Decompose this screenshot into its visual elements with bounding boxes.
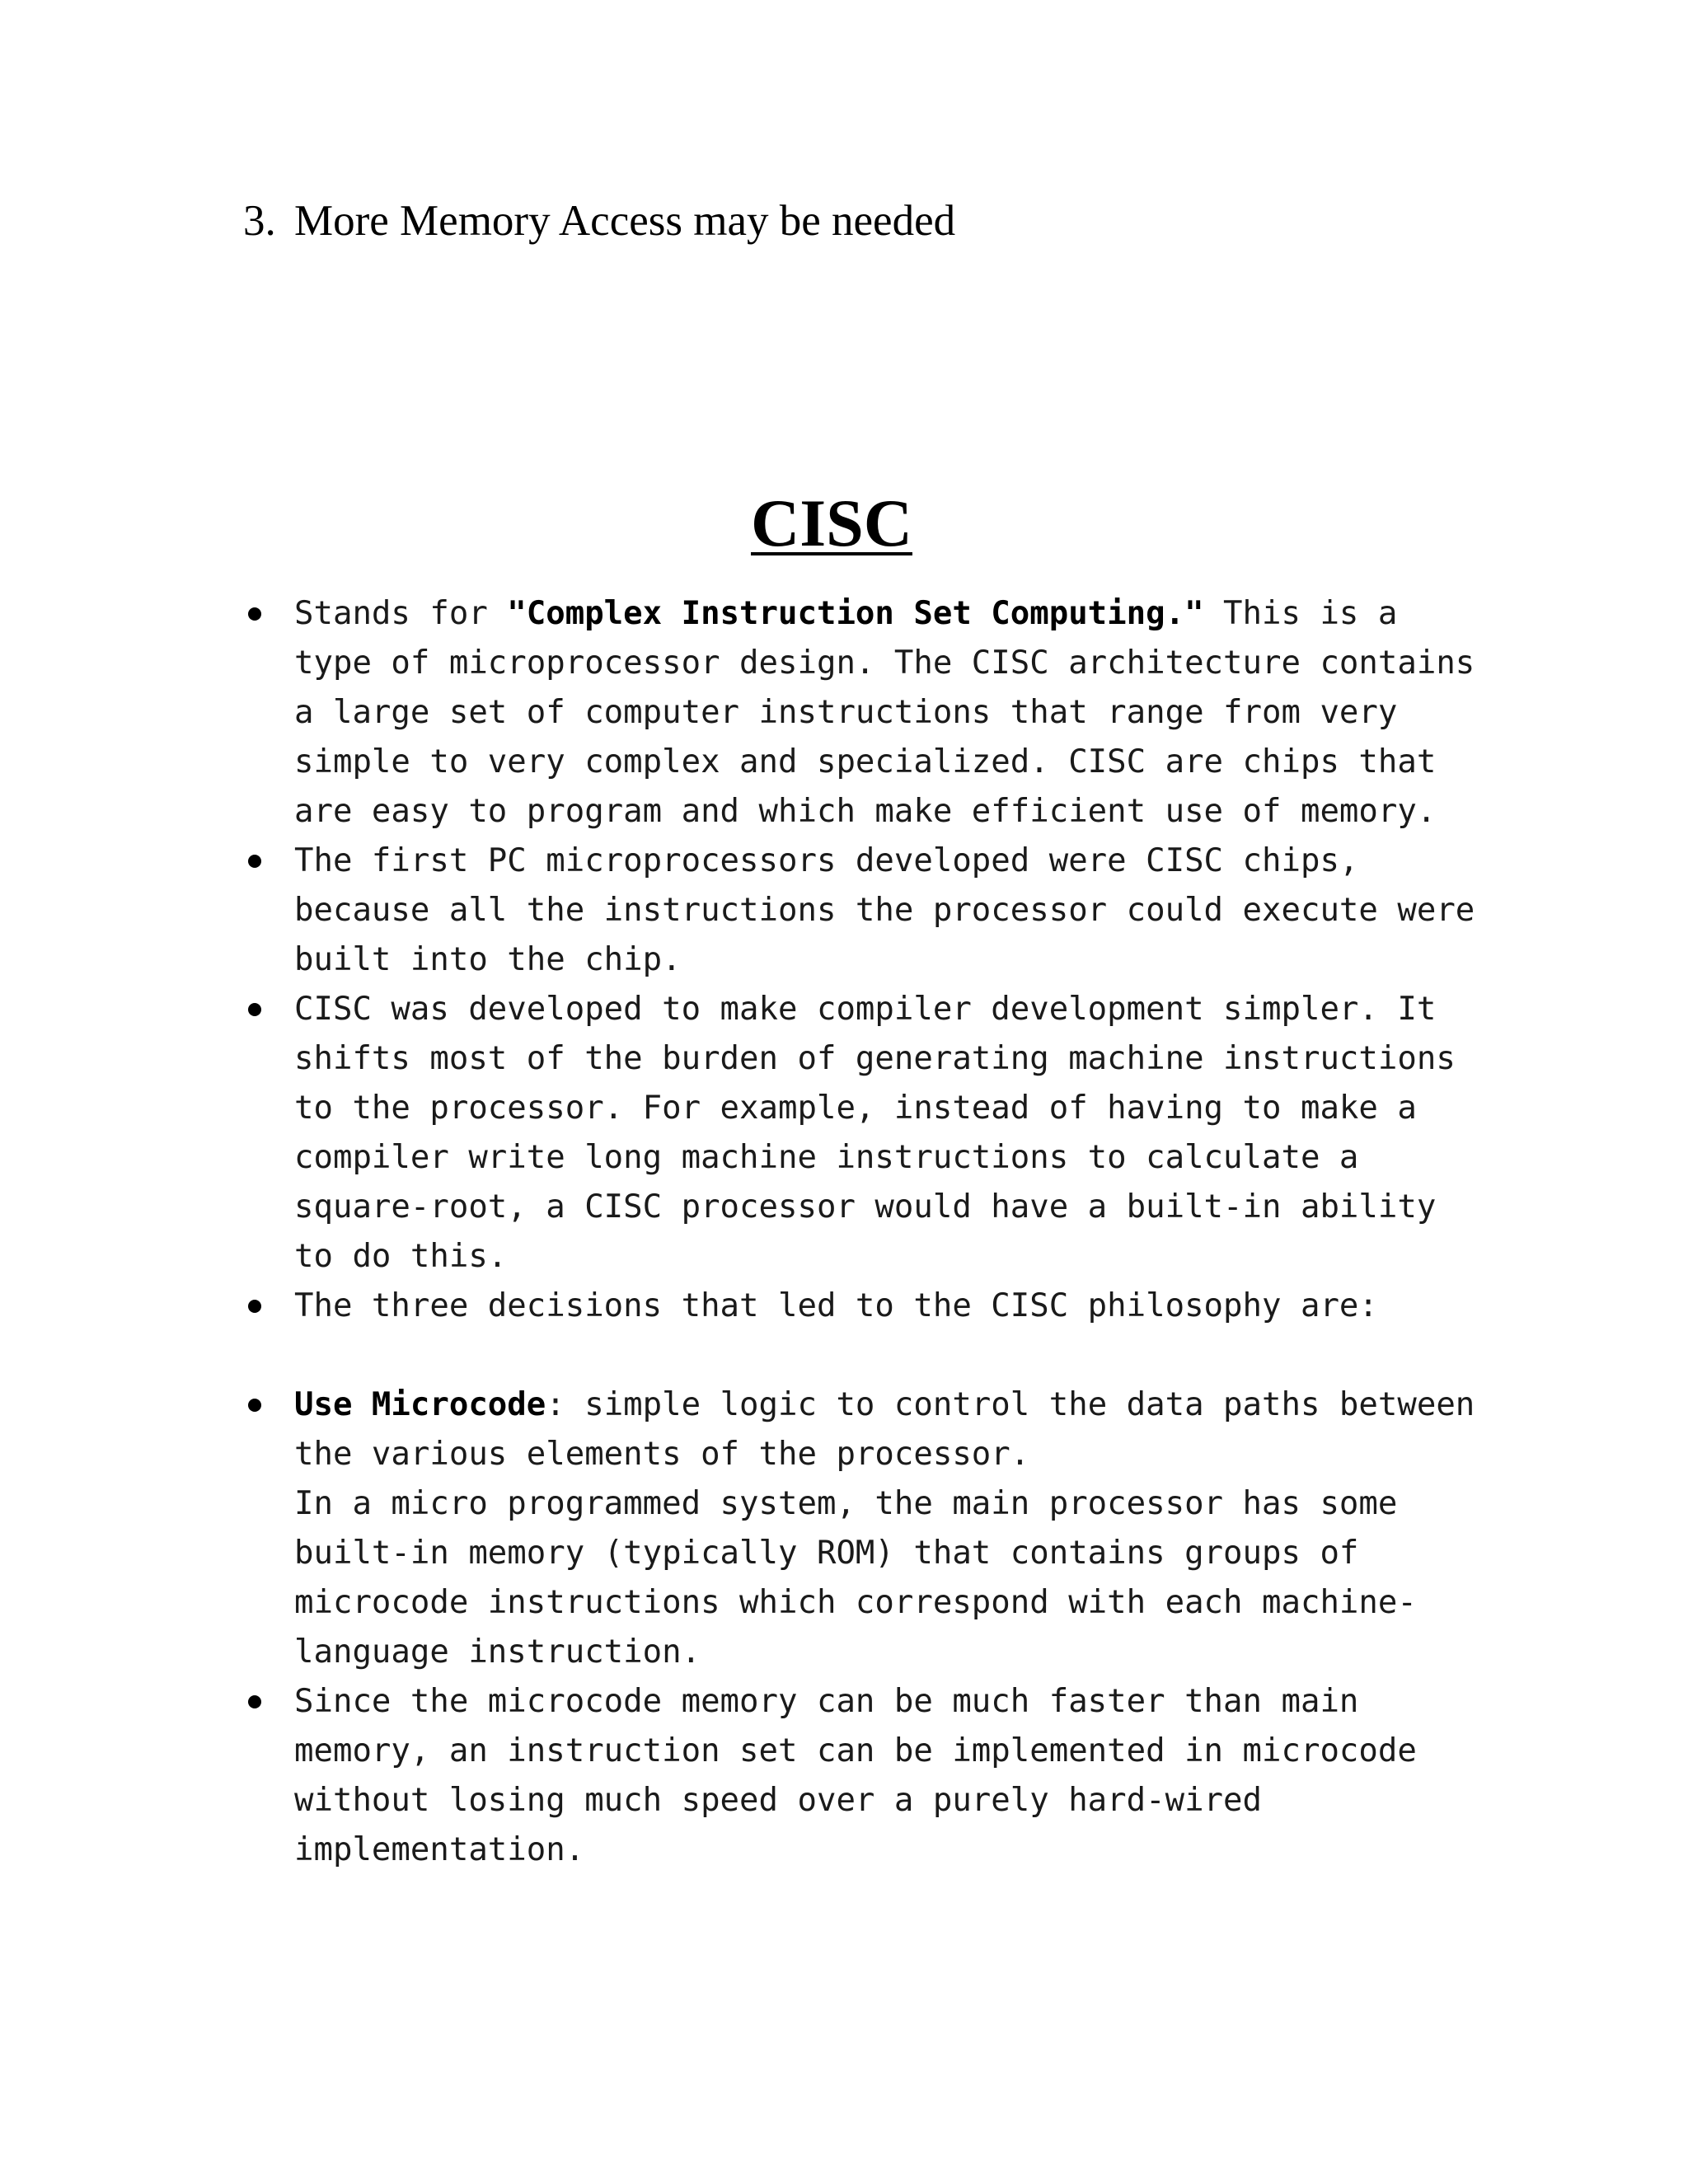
bullet-item [294,1282,1498,1331]
text-line: microcode instructions which correspond with each machine- [294,1584,1417,1621]
text-segment: Stands for [294,595,508,632]
text-line: square-root, a CISC processor would have a built-in ability [294,1188,1437,1226]
text-line: language instruction. [294,1633,701,1671]
text-line [294,589,1498,639]
list-item-text: More Memory Access may be needed [294,197,956,245]
text-line [294,1380,1498,1430]
bullet-icon [248,1300,261,1313]
section-heading: CISC [751,485,912,560]
text-line: to the processor. For example, instead of having to make a [294,1090,1417,1127]
bullet-item [294,837,1498,985]
bullet-item [294,1380,1498,1677]
text-line: memory, an instruction set can be implemented in microcode [294,1732,1417,1769]
bullet-icon [248,855,261,868]
text-line: to do this. [294,1238,508,1275]
bullet-icon [248,607,261,621]
bullet-item [294,589,1498,837]
text-segment: This is a [1203,595,1398,632]
bullet-icon [248,1695,261,1708]
list-number: 3. [243,197,276,245]
text-line: built-in memory (typically ROM) that contains groups of [294,1535,1359,1572]
bullet-item [294,985,1498,1282]
text-line: simple to very complex and specialized. CISC are chips that [294,743,1437,780]
text-line: The first PC microprocessors developed were CISC chips, [294,842,1359,879]
text-line: compiler write long machine instructions to calculate a [294,1139,1359,1176]
previous-list-item [243,192,955,250]
text-line: because all the instructions the processor could execute were [294,892,1475,929]
text-line: the various elements of the processor. [294,1436,1030,1473]
text-line: CISC was developed to make compiler development simpler. It [294,991,1437,1028]
text-line: shifts most of the burden of generating machine instructions [294,1040,1456,1077]
text-line: In a micro programmed system, the main processor has some [294,1485,1398,1522]
text-line: type of microprocessor design. The CISC architecture contains [294,644,1475,682]
text-segment: : simple logic to control the data paths between [546,1386,1475,1423]
text-line: without losing much speed over a purely hard-wired [294,1782,1262,1819]
text-line: built into the chip. [294,941,682,978]
bold-term: Use Microcode [294,1386,546,1423]
text-line: are easy to program and which make efficient use of memory. [294,793,1437,830]
text-line: implementation. [294,1831,585,1868]
bullet-item [294,1677,1498,1875]
bullet-icon [248,1003,261,1016]
text-line: Since the microcode memory can be much faster than main [294,1683,1359,1720]
text-line: The three decisions that led to the CISC philosophy are: [294,1287,1378,1324]
text-line: a large set of computer instructions that range from very [294,694,1398,731]
bold-term: "Complex Instruction Set Computing." [507,595,1204,632]
bullet-icon [248,1399,261,1412]
